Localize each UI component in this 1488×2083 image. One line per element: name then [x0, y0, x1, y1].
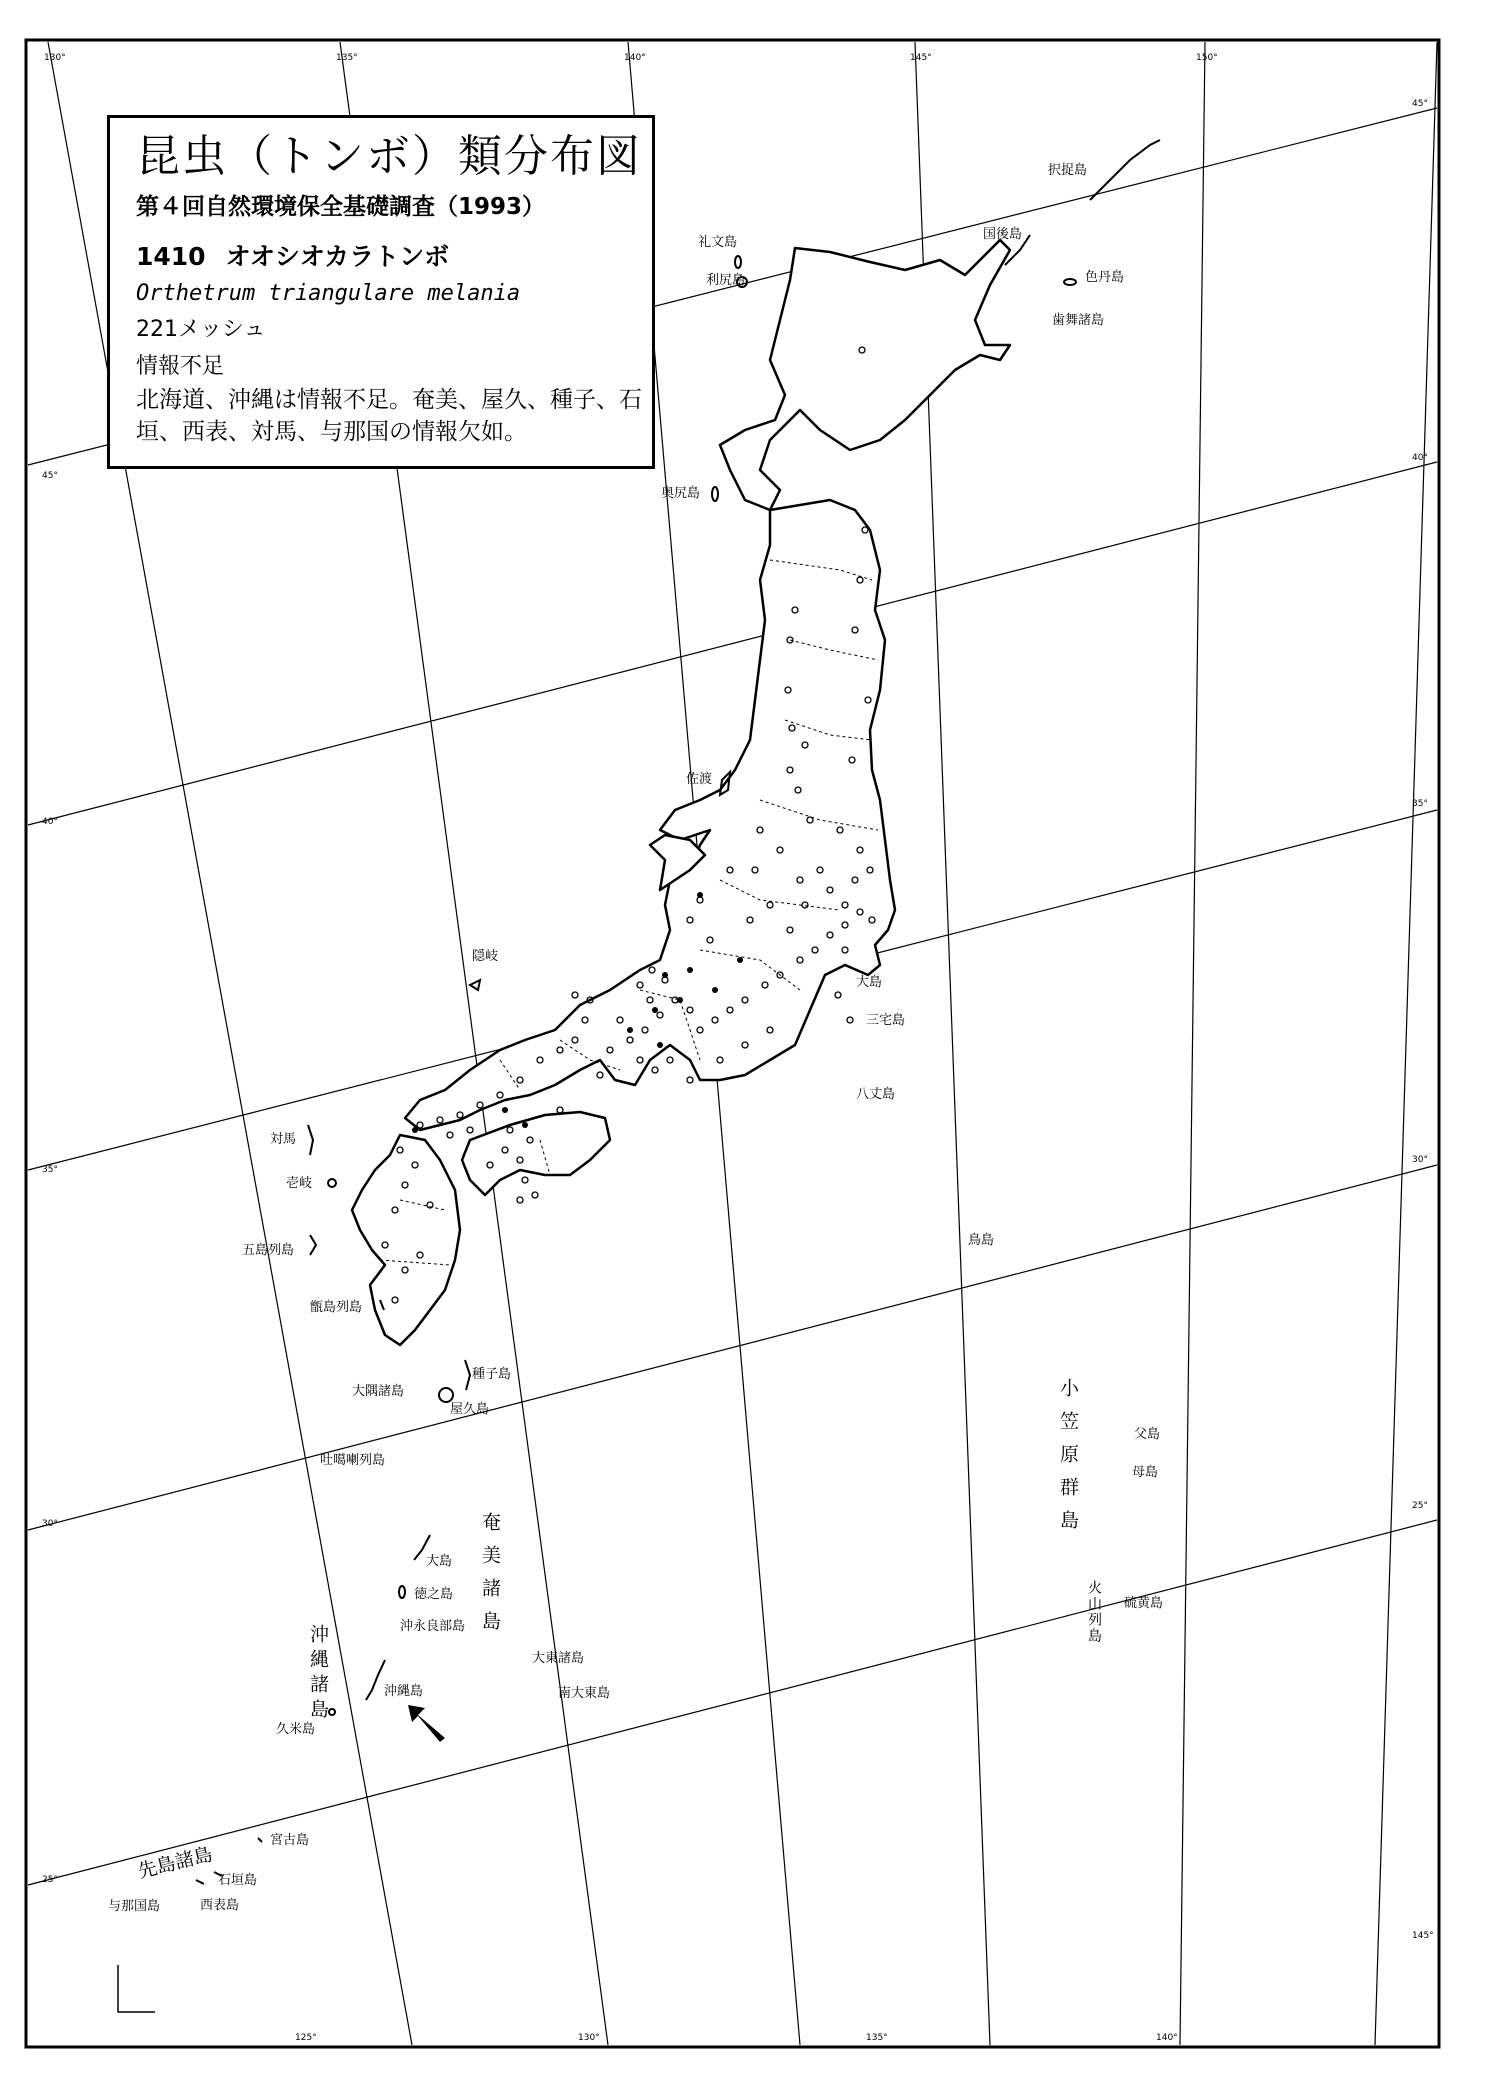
label-okinoerabu: 沖永良部島 — [400, 1619, 466, 1634]
label-yakushima: 屋久島 — [450, 1402, 490, 1417]
label-amami-oshima: 大島 — [426, 1554, 453, 1569]
shikotan-outline — [1064, 279, 1076, 285]
okinawa-outline — [366, 1660, 385, 1700]
tick-right-5: 145° — [1412, 1931, 1434, 1941]
scientific-name: Orthetrum triangulare melania — [136, 281, 521, 306]
label-hahajima: 母島 — [1132, 1465, 1159, 1480]
tick-right-2: 35° — [1412, 799, 1428, 809]
label-tanegashima: 種子島 — [472, 1367, 512, 1382]
arrow-icon — [408, 1705, 445, 1742]
oki-outline — [470, 980, 480, 990]
label-kunashiri: 国後島 — [983, 227, 1023, 242]
label-kume: 久米島 — [276, 1722, 316, 1737]
tokunoshima-outline — [399, 1586, 405, 1598]
label-torishima: 鳥島 — [968, 1233, 995, 1248]
tick-right-1: 40° — [1412, 453, 1428, 463]
label-sakishima: 先島諸島 — [135, 1843, 215, 1883]
label-iojima: 硫黄島 — [1124, 1596, 1164, 1611]
vertical-labels — [136, 1378, 1102, 1883]
tick-right-0: 45° — [1412, 99, 1428, 109]
label-tsushima: 対馬 — [270, 1132, 297, 1147]
hokkaido — [720, 240, 1010, 510]
tick-top-3: 145° — [910, 53, 932, 63]
label-rishiri: 利尻島 — [706, 273, 746, 288]
tick-left-1: 40° — [42, 817, 58, 827]
tick-top-1: 135° — [336, 53, 358, 63]
label-chichijima: 父島 — [1134, 1427, 1161, 1442]
tick-bottom-3: 140° — [1156, 2033, 1178, 2043]
label-sado: 佐渡 — [686, 772, 713, 787]
label-rebun: 礼文島 — [698, 235, 738, 250]
tick-left-4: 25° — [42, 1875, 58, 1885]
map-title: 昆虫（トンボ）類分布図 — [136, 131, 642, 182]
label-amami-islands: 奄美諸島 — [479, 1512, 501, 1644]
label-iriomote: 西表島 — [200, 1898, 240, 1913]
okushiri-outline — [712, 487, 718, 501]
species-name: オオシオカラトンボ — [225, 242, 450, 271]
shikoku — [462, 1112, 610, 1195]
iki-outline — [328, 1179, 336, 1187]
tsushima-outline — [308, 1125, 313, 1155]
tick-top-4: 150° — [1196, 53, 1218, 63]
tick-bottom-0: 125° — [295, 2033, 317, 2043]
label-okinawa-main: 沖縄島 — [384, 1684, 424, 1699]
label-okushiri: 奥尻島 — [661, 486, 701, 501]
tick-bottom-1: 130° — [578, 2033, 600, 2043]
tick-left-3: 30° — [42, 1519, 58, 1529]
label-shikotan: 色丹島 — [1085, 270, 1125, 285]
label-koshiki: 甑島列島 — [310, 1300, 363, 1315]
tick-top-0: 130° — [44, 53, 66, 63]
label-okinawa-islands: 沖縄諸島 — [307, 1624, 329, 1724]
corner-mark — [118, 1965, 155, 2012]
iriomote-outline — [196, 1880, 204, 1884]
tick-left-0: 45° — [42, 471, 58, 481]
label-miyake: 三宅島 — [866, 1013, 906, 1028]
label-tokunoshima: 徳之島 — [414, 1587, 454, 1602]
tick-bottom-2: 135° — [866, 2033, 888, 2043]
etorofu-outline — [1090, 140, 1160, 200]
yakushima-outline — [439, 1388, 453, 1402]
label-hachijo: 八丈島 — [856, 1087, 896, 1102]
goto-outline — [310, 1235, 316, 1255]
tick-left-2: 35° — [42, 1165, 58, 1175]
species-code: 1410 — [136, 242, 206, 271]
data-note: 北海道、沖縄は情報不足。奄美、屋久、種子、石垣、西表、対馬、与那国の情報欠如。 — [136, 387, 642, 445]
label-etorofu: 択捉島 — [1048, 163, 1088, 178]
label-minamidaito: 南大東島 — [558, 1686, 611, 1701]
tick-right-3: 30° — [1412, 1155, 1428, 1165]
label-daito: 大東諸島 — [532, 1651, 585, 1666]
data-status: 情報不足 — [136, 354, 225, 379]
survey-label: 第４回自然環境保全基礎調査（1993） — [136, 194, 546, 220]
tick-right-4: 25° — [1412, 1501, 1428, 1511]
label-ishigaki: 石垣島 — [218, 1873, 258, 1888]
kyushu — [352, 1135, 460, 1345]
mesh-count: 221メッシュ — [136, 317, 266, 342]
label-iki: 壱岐 — [286, 1176, 313, 1191]
kume-outline — [329, 1709, 335, 1715]
label-osumi: 大隅諸島 — [352, 1384, 405, 1399]
honshu — [405, 500, 895, 1130]
label-tokara: 吐噶喇列島 — [320, 1453, 386, 1468]
label-goto: 五島列島 — [242, 1243, 295, 1258]
label-miyako: 宮古島 — [270, 1833, 310, 1848]
label-kazan: 火山列島 — [1086, 1580, 1102, 1644]
label-ogasawara: 小笠原群島 — [1057, 1378, 1079, 1543]
label-oshima: 大島 — [856, 975, 883, 990]
species-line — [136, 237, 652, 273]
tanegashima-outline — [465, 1360, 470, 1390]
tick-top-2: 140° — [624, 53, 646, 63]
rebun-outline — [735, 256, 741, 268]
miyako-outline — [258, 1838, 262, 1842]
label-yonaguni: 与那国島 — [108, 1899, 161, 1914]
legend-box — [107, 115, 655, 469]
label-oki: 隠岐 — [472, 949, 499, 964]
label-habomai: 歯舞諸島 — [1052, 313, 1105, 328]
